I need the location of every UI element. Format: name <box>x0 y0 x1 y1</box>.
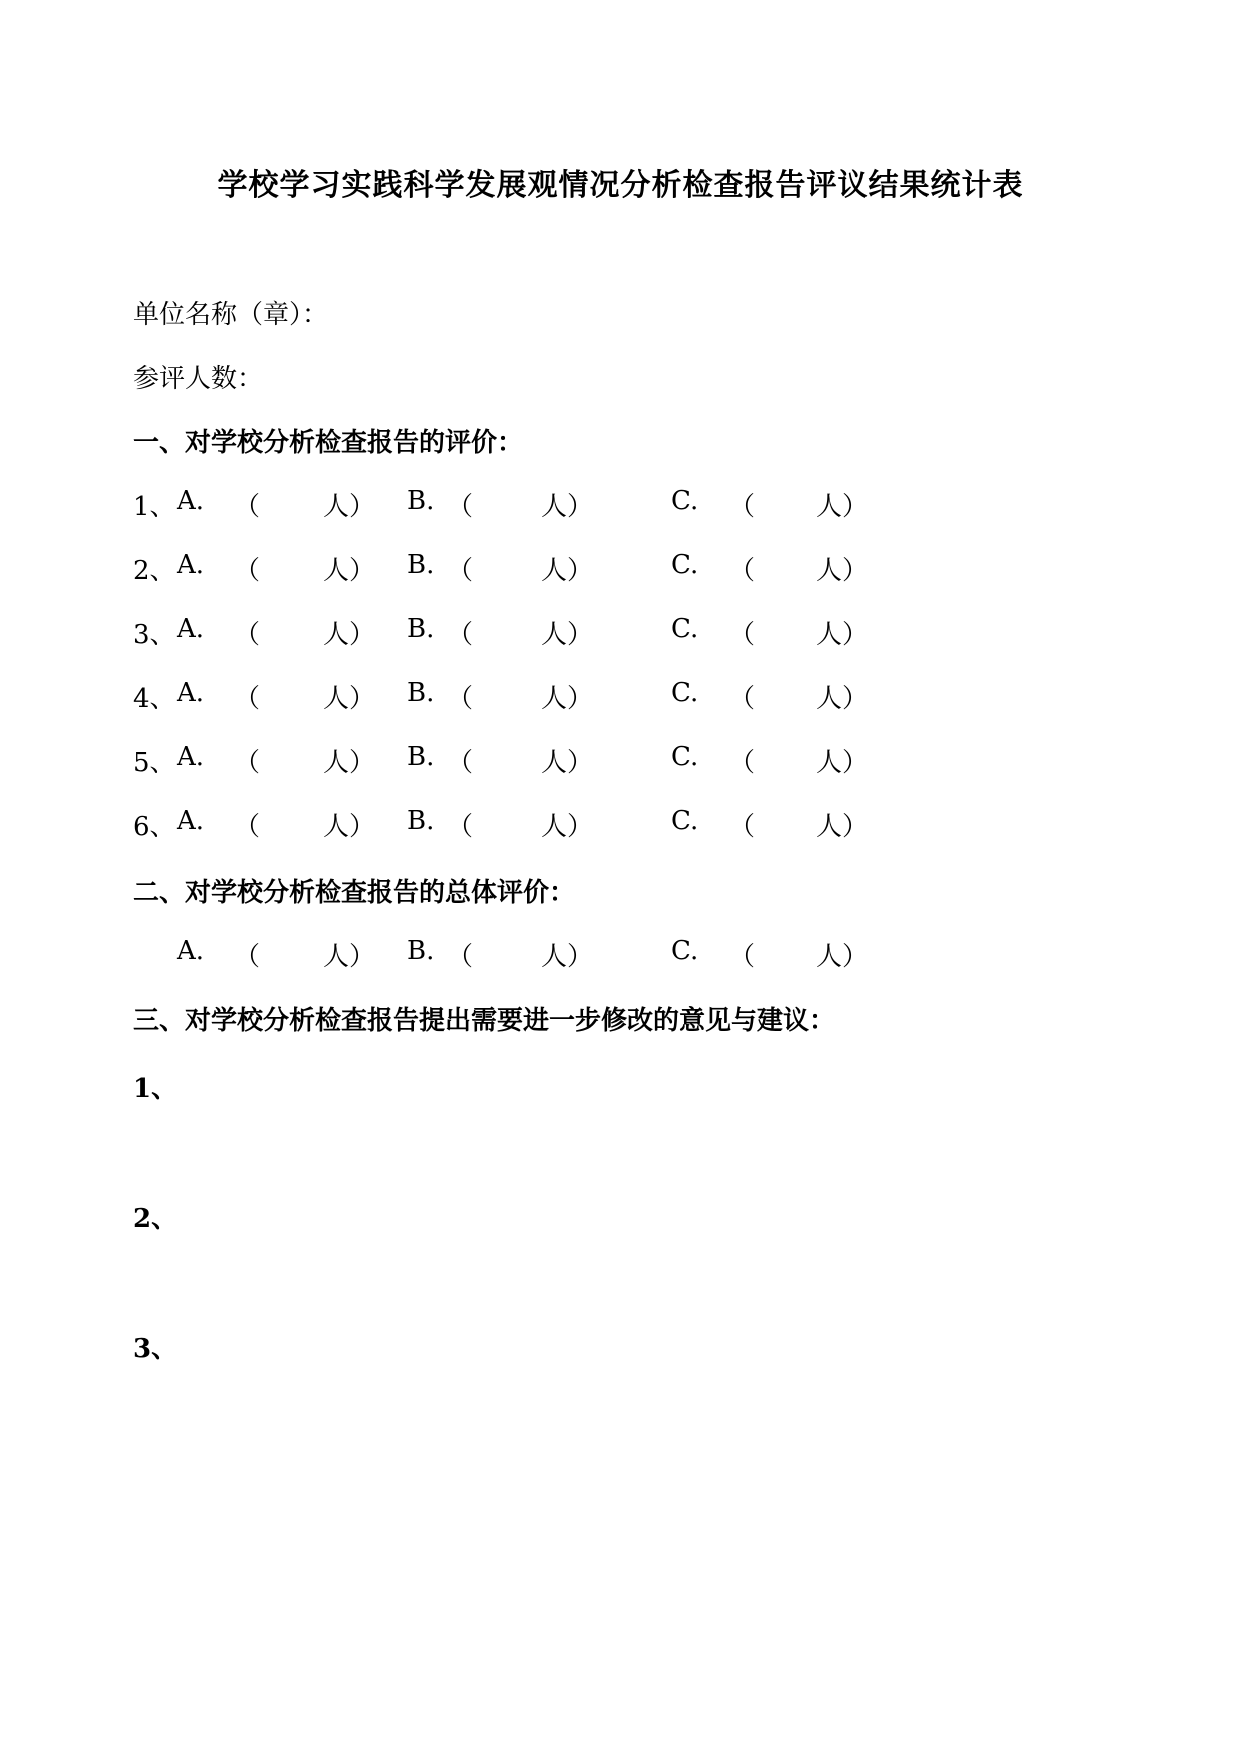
option-c-count-unit: 人） <box>816 556 869 586</box>
option-b-count-unit: 人） <box>541 492 594 522</box>
option-b-count-unit: 人） <box>541 620 594 650</box>
option-a-count-unit: 人） <box>323 620 376 650</box>
option-c-label: C. <box>671 936 699 966</box>
option-c-open-paren: （ <box>729 492 756 522</box>
option-c-open-paren: （ <box>729 942 756 972</box>
option-b-open-paren: （ <box>447 620 474 650</box>
option-c-open-paren: （ <box>729 556 756 586</box>
option-a-open-paren: （ <box>234 684 261 714</box>
rating-row <box>133 678 933 714</box>
option-c-label: C. <box>671 678 699 708</box>
option-b-label: B. <box>407 742 435 772</box>
participants-label: 参评人数： <box>133 364 264 394</box>
option-a-count-unit: 人） <box>323 942 376 972</box>
rating-row <box>133 614 933 650</box>
option-c-label: C. <box>671 486 699 516</box>
rating-row-number: 2、 <box>133 556 176 586</box>
option-a-label: A. <box>177 614 205 644</box>
rating-row-number: 3、 <box>133 620 176 650</box>
option-b-label: B. <box>407 614 435 644</box>
unit-name-label: 单位名称（章）： <box>133 300 329 330</box>
option-a-count-unit: 人） <box>323 684 376 714</box>
option-c-open-paren: （ <box>729 684 756 714</box>
option-a-label: A. <box>177 550 205 580</box>
option-b-count-unit: 人） <box>541 684 594 714</box>
option-a-label: A. <box>177 936 205 966</box>
option-a-open-paren: （ <box>234 812 261 842</box>
option-b-count-unit: 人） <box>541 748 594 778</box>
option-b-count-unit: 人） <box>541 556 594 586</box>
option-a-label: A. <box>177 678 205 708</box>
option-a-open-paren: （ <box>234 942 261 972</box>
option-b-label: B. <box>407 936 435 966</box>
rating-row <box>133 486 933 522</box>
rating-row-number: 1、 <box>133 492 176 522</box>
option-c-count-unit: 人） <box>816 684 869 714</box>
option-a-open-paren: （ <box>234 620 261 650</box>
option-c-label: C. <box>671 614 699 644</box>
suggestion-item-1: 1、 <box>133 1074 178 1104</box>
option-c-open-paren: （ <box>729 748 756 778</box>
suggestion-item-2: 2、 <box>133 1204 178 1234</box>
rating-row <box>133 742 933 778</box>
option-c-count-unit: 人） <box>816 620 869 650</box>
option-c-count-unit: 人） <box>816 942 869 972</box>
option-b-label: B. <box>407 678 435 708</box>
option-a-count-unit: 人） <box>323 492 376 522</box>
overall-rating-row <box>133 936 933 972</box>
option-b-open-paren: （ <box>447 812 474 842</box>
rating-row <box>133 550 933 586</box>
option-a-label: A. <box>177 742 205 772</box>
option-a-open-paren: （ <box>234 556 261 586</box>
rating-row-number: 6、 <box>133 812 176 842</box>
option-b-open-paren: （ <box>447 684 474 714</box>
section-1-heading: 一、对学校分析检查报告的评价： <box>133 428 524 458</box>
option-b-count-unit: 人） <box>541 812 594 842</box>
option-a-open-paren: （ <box>234 492 261 522</box>
option-b-label: B. <box>407 806 435 836</box>
option-a-open-paren: （ <box>234 748 261 778</box>
option-a-count-unit: 人） <box>323 812 376 842</box>
option-b-label: B. <box>407 486 435 516</box>
option-c-label: C. <box>671 742 699 772</box>
option-c-label: C. <box>671 550 699 580</box>
option-c-open-paren: （ <box>729 812 756 842</box>
option-c-count-unit: 人） <box>816 492 869 522</box>
option-a-label: A. <box>177 806 205 836</box>
option-b-open-paren: （ <box>447 556 474 586</box>
option-c-count-unit: 人） <box>816 812 869 842</box>
option-c-label: C. <box>671 806 699 836</box>
section-2-heading: 二、对学校分析检查报告的总体评价： <box>133 878 576 908</box>
option-b-label: B. <box>407 550 435 580</box>
rating-row <box>133 806 933 842</box>
option-a-label: A. <box>177 486 205 516</box>
section-3-heading: 三、对学校分析检查报告提出需要进一步修改的意见与建议： <box>133 1006 836 1036</box>
option-b-open-paren: （ <box>447 492 474 522</box>
option-c-open-paren: （ <box>729 620 756 650</box>
option-a-count-unit: 人） <box>323 748 376 778</box>
rating-row-number: 4、 <box>133 684 176 714</box>
option-b-open-paren: （ <box>447 748 474 778</box>
page-title: 学校学习实践科学发展观情况分析检查报告评议结果统计表 <box>217 168 1024 203</box>
option-b-open-paren: （ <box>447 942 474 972</box>
suggestion-item-3: 3、 <box>133 1334 178 1364</box>
option-a-count-unit: 人） <box>323 556 376 586</box>
option-b-count-unit: 人） <box>541 942 594 972</box>
option-c-count-unit: 人） <box>816 748 869 778</box>
rating-row-number: 5、 <box>133 748 176 778</box>
